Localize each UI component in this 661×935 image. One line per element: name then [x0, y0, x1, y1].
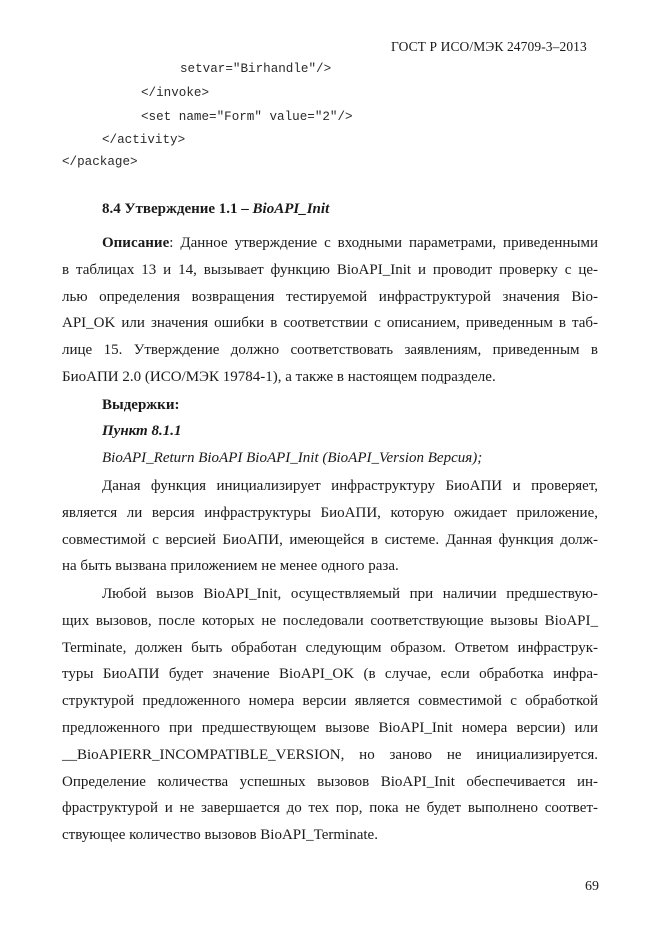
description-label: Описание — [102, 235, 170, 251]
function-description-paragraph — [62, 473, 598, 580]
repeated-call-paragraph — [62, 581, 598, 849]
paragraph-line: лью определения возвращения тестируемой инфраструктурой значения Bio- — [62, 288, 598, 305]
paragraph-line: туры БиоАПИ будет значение BioAPI_OK (в случае, если обработка инфра- — [62, 666, 598, 683]
paragraph-line: на быть вызвана приложением не менее одного раза. — [62, 558, 399, 575]
section-heading-text: 8.4 Утверждение 1.1 – — [102, 201, 253, 217]
code-line: </invoke> — [141, 86, 210, 100]
description-paragraph — [62, 230, 598, 391]
paragraph-line: API_OK или значения ошибки в соответствии с описанием, приведенным в таб- — [62, 315, 598, 332]
paragraph-line: является ли версия инфраструктуры БиоАПИ, которую ожидает приложение, — [62, 504, 598, 521]
function-signature: BioAPI_Return BioAPI BioAPI_Init (BioAPI_Version Версия); — [102, 450, 483, 466]
paragraph-line: Любой вызов BioAPI_Init, осуществляемый при наличии предшествую- — [102, 586, 598, 602]
paragraph-line: Описание: Данное утверждение с входными параметрами, приведенными — [102, 235, 598, 251]
excerpts-label: Выдержки: — [102, 397, 180, 413]
section-heading — [102, 201, 329, 218]
code-line: </package> — [62, 155, 138, 169]
paragraph-line: фраструктурой и не завершается до тех пор, пока не будет выполнено соответ- — [62, 800, 598, 817]
paragraph-line: __BioAPIERR_INCOMPATIBLE_VERSION, но заново не инициализируется. — [62, 746, 598, 763]
paragraph-line: лице 15. Утверждение должно соответствовать заявлениям, приведенным в — [62, 342, 598, 359]
paragraph-line: структурой предложенного номера версии является совместимой с обработкой — [62, 693, 598, 710]
page-number: 69 — [585, 879, 599, 894]
paragraph-line: щих вызовов, после которых не последовали соответствующие вызовы BioAPI_ — [62, 612, 598, 629]
code-line: setvar="Birhandle"/> — [180, 62, 332, 76]
paragraph-line: ствующее количество вызовов BioAPI_Terminate. — [62, 827, 378, 844]
code-line: </activity> — [102, 133, 186, 147]
paragraph-line: Даная функция инициализирует инфраструктуру БиоАПИ и проверяет, — [102, 478, 598, 494]
paragraph-line: совместимой с версией БиоАПИ, имеющейся в системе. Данная функция долж- — [62, 531, 598, 548]
section-heading-function: BioAPI_Init — [252, 201, 330, 217]
paragraph-line: предложенного при предшествующем вызове BioAPI_Init номера версии) или — [62, 719, 598, 736]
paragraph-line: Определение количества успешных вызовов BioAPI_Init обеспечивается ин- — [62, 773, 598, 790]
paragraph-line: в таблицах 13 и 14, вызывает функцию BioAPI_Init и проводит проверку с це- — [62, 261, 598, 278]
paragraph-line: Terminate, должен быть обработан следующим образом. Ответом инфраструк- — [62, 639, 598, 656]
page-header-standard: ГОСТ Р ИСО/МЭК 24709-3–2013 — [391, 39, 587, 54]
paragraph-line: БиоАПИ 2.0 (ИСО/МЭК 19784-1), а также в настоящем подразделе. — [62, 368, 496, 385]
code-line: <set name="Form" value="2"/> — [141, 110, 353, 124]
clause-label: Пункт 8.1.1 — [102, 423, 182, 439]
